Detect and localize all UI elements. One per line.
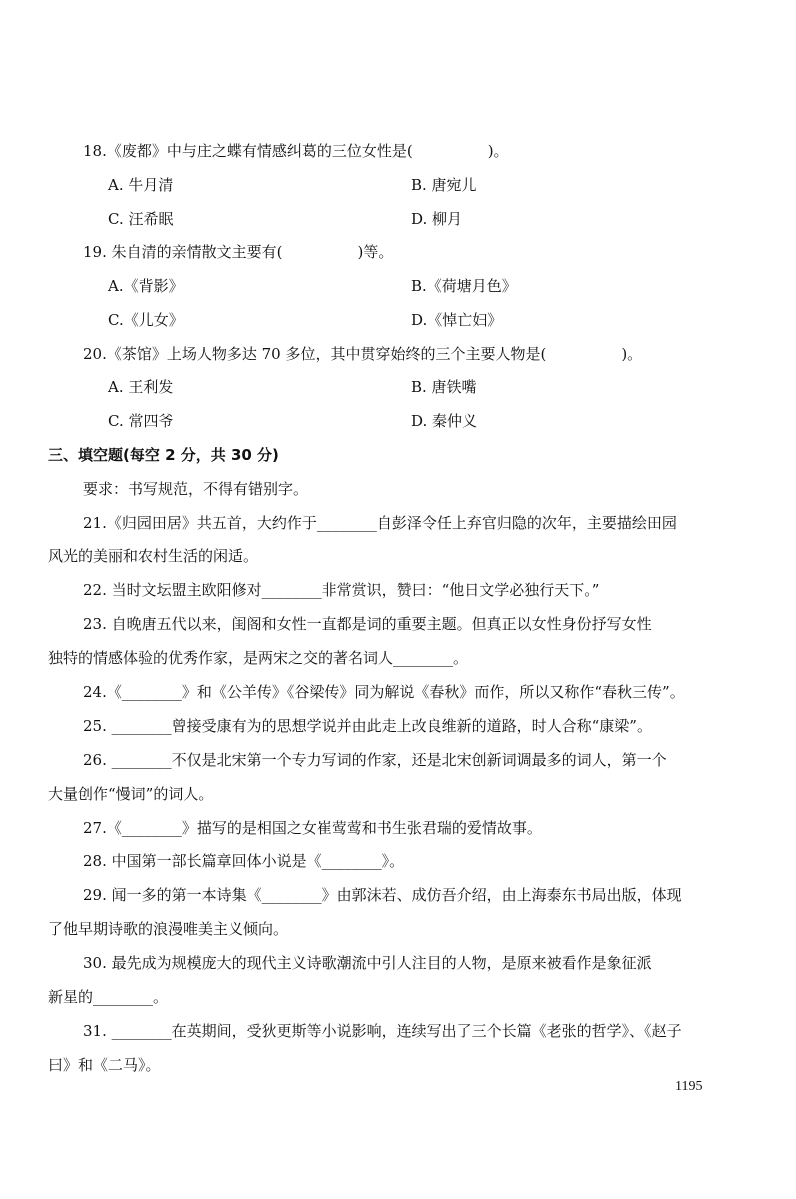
- question-20-option-b: B. 唐铁嘴: [411, 378, 477, 396]
- question-21-line-2: 风光的美丽和农村生活的闲适。: [48, 547, 259, 565]
- question-21-line-1: 21.《归园田居》共五首，大约作于________自彭泽令任上弃官归隐的次年，主要描绘田园: [83, 514, 677, 532]
- question-19-option-c: C.《儿女》: [108, 311, 184, 329]
- question-20-option-c: C. 常四爷: [108, 412, 174, 430]
- question-19-option-a: A.《背影》: [108, 277, 184, 295]
- question-18-option-a: A. 牛月清: [108, 176, 174, 194]
- question-28: 28. 中国第一部长篇章回体小说是《________》。: [83, 852, 405, 870]
- question-29-line-2: 了他早期诗歌的浪漫唯美主义倾向。: [48, 920, 289, 938]
- question-18-stem: 18.《废都》中与庄之蝶有情感纠葛的三位女性是( )。: [83, 142, 509, 160]
- question-31-line-2: 曰》和《二马》。: [48, 1056, 161, 1074]
- page-number: 1195: [675, 1079, 703, 1094]
- question-26-line-1: 26. ________不仅是北宋第一个专力写词的作家，还是北宋创新词调最多的词人，第一个: [83, 751, 667, 769]
- question-30-line-1: 30. 最先成为规模庞大的现代主义诗歌潮流中引人注目的人物，是原来被看作是象征派: [83, 954, 652, 972]
- question-18-option-c: C. 汪希眠: [108, 210, 174, 228]
- question-30-line-2: 新星的________。: [48, 988, 169, 1006]
- question-24: 24.《________》和《公羊传》《谷梁传》同为解说《春秋》而作，所以又称作“春秋三传”。: [83, 683, 685, 701]
- question-23-line-2: 独特的情感体验的优秀作家，是两宋之交的著名词人________。: [48, 649, 469, 667]
- question-19-option-b: B.《荷塘月色》: [411, 277, 517, 295]
- question-25: 25. ________曾接受康有为的思想学说并由此走上改良维新的道路，时人合称“康梁”。: [83, 717, 652, 735]
- question-18-option-b: B. 唐宛儿: [411, 176, 477, 194]
- question-19-stem: 19. 朱自清的亲情散文主要有( )等。: [83, 243, 394, 261]
- question-20-stem: 20.《茶馆》上场人物多达 70 多位，其中贯穿始终的三个主要人物是( )。: [83, 345, 643, 363]
- question-26-line-2: 大量创作“慢词”的词人。: [48, 785, 214, 803]
- question-20-option-a: A. 王利发: [108, 378, 174, 396]
- question-20-option-d: D. 秦仲义: [411, 412, 478, 430]
- question-27: 27.《________》描写的是相国之女崔莺莺和书生张君瑞的爱情故事。: [83, 819, 542, 837]
- question-22: 22. 当时文坛盟主欧阳修对________非常赏识，赞曰：“他日文学必独行天下。”: [83, 581, 600, 599]
- question-29-line-1: 29. 闻一多的第一本诗集《________》由郭沫若、成仿吾介绍，由上海泰东书局出版，体现: [83, 886, 682, 904]
- question-18-option-d: D. 柳月: [411, 210, 463, 228]
- section-3-title: 三、填空题(每空 2 分，共 30 分): [48, 446, 279, 464]
- section-3-requirement: 要求：书写规范，不得有错别字。: [83, 480, 309, 498]
- question-31-line-1: 31. ________在英期间，受狄更斯等小说影响，连续写出了三个长篇《老张的哲学》、《赵子: [83, 1022, 682, 1040]
- question-19-option-d: D.《悼亡妇》: [411, 311, 503, 329]
- question-23-line-1: 23. 自晚唐五代以来，闺阁和女性一直都是词的重要主题。但真正以女性身份抒写女性: [83, 615, 652, 633]
